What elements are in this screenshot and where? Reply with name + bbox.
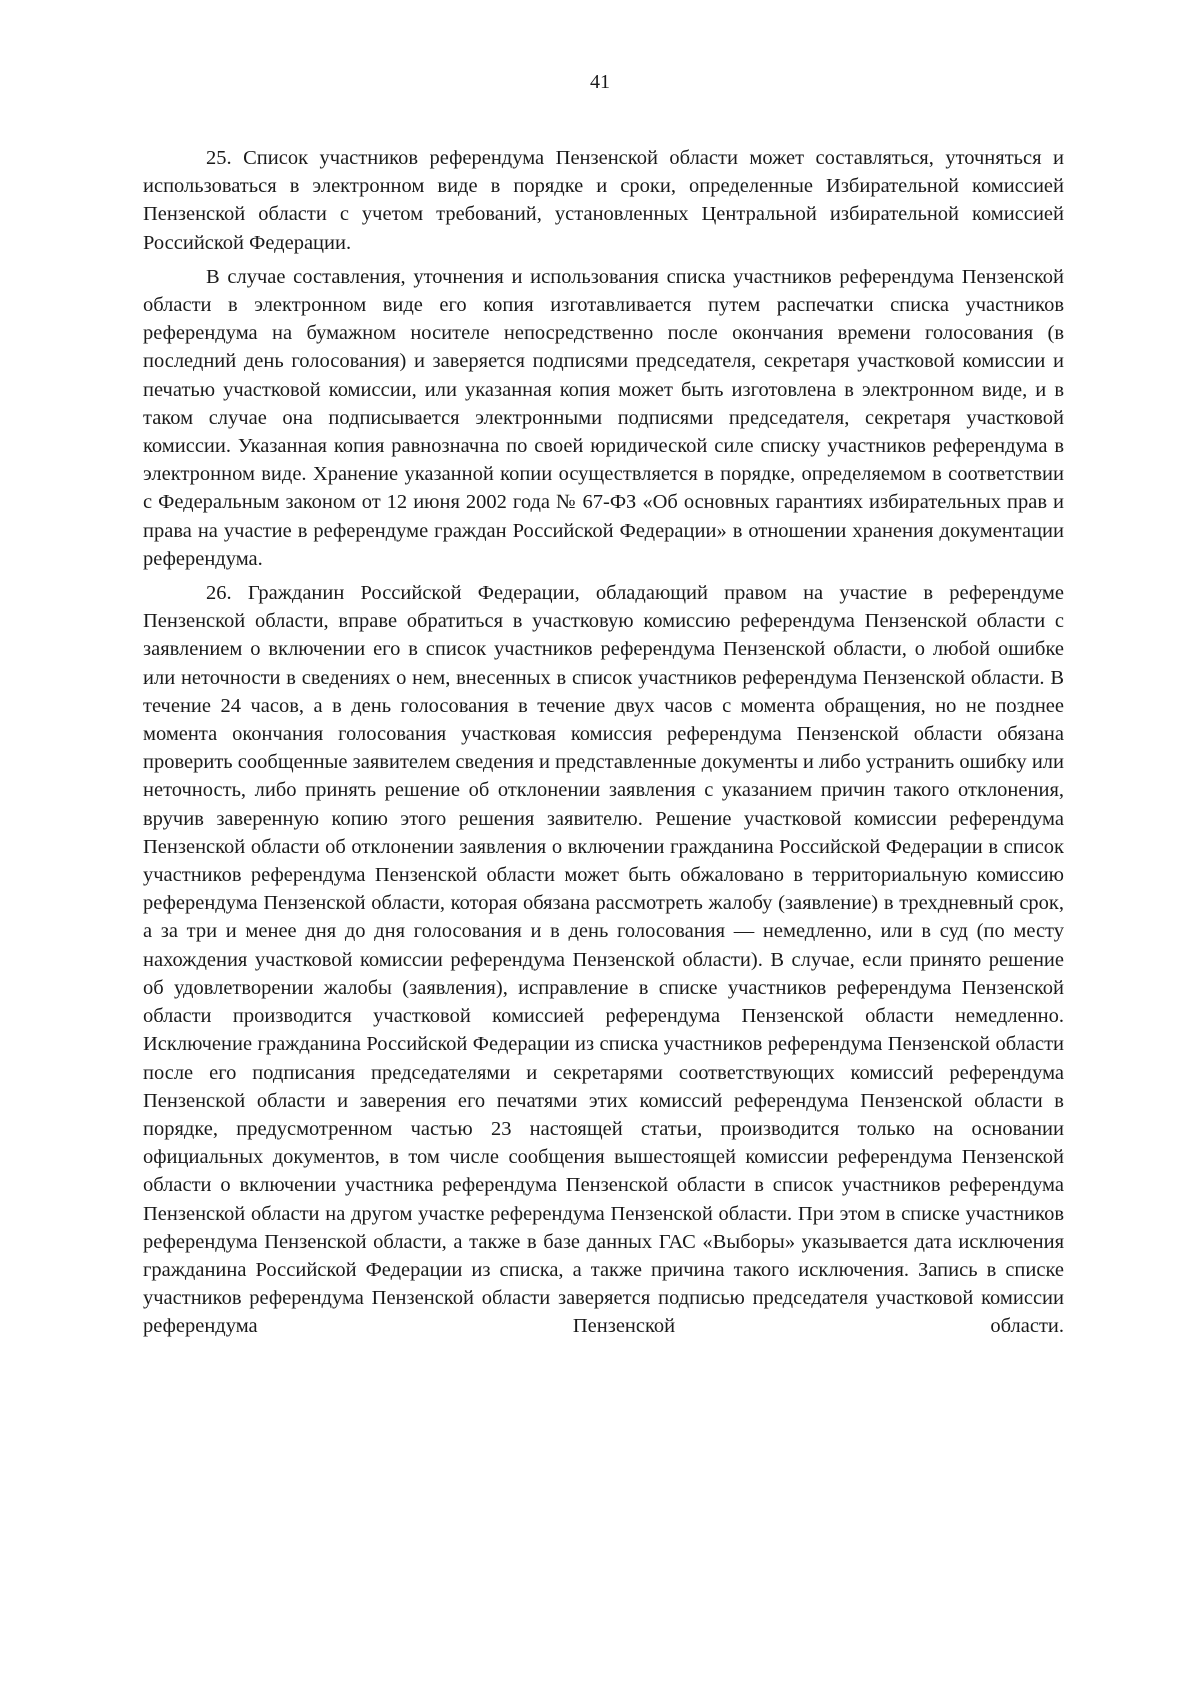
paragraph-26: 26. Гражданин Российской Федерации, обладающий правом на участие в референдуме Пензенской области, вправе обратиться в участковую комиссию референдума Пензенской области с заявлением о включении его в список участников референдума Пензенской области, о любой ошибке или неточности в сведениях о нем, внесенных в список участников референдума Пензенской области. В течение 24 часов, а в день голосования в течение двух часов с момента обращения, но не позднее момента окончания голосования участковая комиссия референдума Пензенской области обязана проверить сообщенные заявителем сведения и представленные документы и либо устранить ошибку или неточность, либо принять решение об отклонении заявления с указанием причин такого отклонения, вручив заверенную копию этого решения заявителю. Решение участковой комиссии референдума Пензенской области об отклонении заявления о включении гражданина Российской Федерации в список участников референдума Пензенской области может быть обжаловано в территориальную комиссию референдума Пензенской области, которая обязана рассмотреть жалобу (заявление) в трехдневный срок, а за три и менее дня до дня голосования и в день голосования — немедленно, или в суд (по месту нахождения участковой комиссии референдума Пензенской области). В случае, если принято решение об удовлетворении жалобы (заявления), исправление в списке участников референдума Пензенской области производится участковой комиссией референдума Пензенской области немедленно. Исключение гражданина Российской Федерации из списка участников референдума Пензенской области после его подписания председателями и секретарями соответствующих комиссий референдума Пензенской области и заверения его печатями этих комиссий референдума Пензенской области в порядке, предусмотренном частью 23 настоящей статьи, производится только на основании официальных документов, в том числе сообщения вышестоящей комиссии референдума Пензенской области о включении участника референдума Пензенской области в список участников референдума Пензенской области на другом участке референдума Пензенской области. При этом в списке участников референдума Пензенской области, а также в базе данных ГАС «Выборы» указывается дата исключения гражданина Российской Федерации из списка, а также причина такого исключения. Запись в списке участников референдума Пензенской области заверяется подписью председателя участковой комиссии референдума Пензенской области. — [143, 582, 1064, 1338]
paragraph-25: 25. Список участников референдума Пензенской области может составляться, уточняться и использоваться в электронном виде в порядке и сроки, определенные Избирательной комиссией Пензенской области с учетом требований, установленных Центральной избирательной комиссией Российской Федерации. — [143, 147, 1064, 254]
paragraph-electronic-copy: В случае составления, уточнения и использования списка участников референдума Пензенской области в электронном виде его копия изготавливается путем распечатки списка участников референдума на бумажном носителе непосредственно после окончания времени голосования (в последний день голосования) и заверяется подписями председателя, секретаря участковой комиссии и печатью участковой комиссии, или указанная копия может быть изготовлена в электронном виде, и в таком случае она подписывается электронными подписями председателя, секретаря участковой комиссии. Указанная копия равнозначна по своей юридической силе списку участников референдума в электронном виде. Хранение указанной копии осуществляется в порядке, определяемом в соответствии с Федеральным законом от 12 июня 2002 года № 67-ФЗ «Об основных гарантиях избирательных прав и права на участие в референдуме граждан Российской Федерации» в отношении хранения документации референдума. — [143, 265, 1064, 570]
page-number: 41 — [590, 71, 610, 93]
document-body — [143, 144, 1064, 1341]
